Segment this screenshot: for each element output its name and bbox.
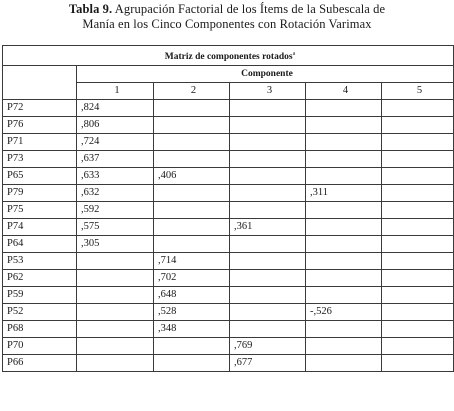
- item-label-cell: P68: [3, 321, 77, 338]
- loading-cell: ,677: [230, 355, 306, 372]
- loading-cell: ,311: [306, 185, 382, 202]
- loading-cell: [77, 321, 154, 338]
- loading-cell: [306, 253, 382, 270]
- caption-label: Tabla 9.: [68, 2, 113, 16]
- loading-cell: [306, 100, 382, 117]
- item-label-cell: P66: [3, 355, 77, 372]
- column-header-3: 3: [230, 83, 306, 100]
- loading-cell: ,592: [77, 202, 154, 219]
- loading-cell: [382, 338, 454, 355]
- loading-cell: [382, 236, 454, 253]
- loading-cell: ,632: [77, 185, 154, 202]
- item-label-cell: P52: [3, 304, 77, 321]
- loading-cell: [306, 236, 382, 253]
- loading-cell: [230, 134, 306, 151]
- loading-cell: [306, 168, 382, 185]
- component-group-header: Componente: [77, 66, 454, 83]
- loading-cell: [306, 270, 382, 287]
- loading-cell: [382, 117, 454, 134]
- loading-cell: [154, 236, 230, 253]
- loading-cell: [77, 253, 154, 270]
- loading-cell: [382, 100, 454, 117]
- item-label-cell: P70: [3, 338, 77, 355]
- loading-cell: [382, 168, 454, 185]
- loading-cell: [154, 100, 230, 117]
- loading-cell: ,575: [77, 219, 154, 236]
- loading-cell: [382, 321, 454, 338]
- loading-cell: [77, 355, 154, 372]
- caption-line-1: [0, 2, 454, 17]
- loading-cell: [230, 236, 306, 253]
- loading-cell: [230, 100, 306, 117]
- column-header-5: 5: [382, 83, 454, 100]
- item-label-cell: P79: [3, 185, 77, 202]
- caption-line-2: Manía en los Cinco Componentes con Rotación Varimax: [82, 17, 372, 31]
- loading-cell: [230, 168, 306, 185]
- item-label-cell: P73: [3, 151, 77, 168]
- table-row: [3, 185, 454, 202]
- loading-cell: ,361: [230, 219, 306, 236]
- loading-cell: ,714: [154, 253, 230, 270]
- loading-cell: [306, 355, 382, 372]
- loading-cell: [77, 338, 154, 355]
- item-label-cell: P74: [3, 219, 77, 236]
- loading-cell: [154, 151, 230, 168]
- loading-cell: ,305: [77, 236, 154, 253]
- loading-cell: ,637: [77, 151, 154, 168]
- loading-cell: [306, 321, 382, 338]
- table-row: [3, 219, 454, 236]
- loading-cell: [154, 219, 230, 236]
- loading-cell: [154, 202, 230, 219]
- loading-cell: [382, 202, 454, 219]
- loading-cell: [230, 304, 306, 321]
- table-row: [3, 253, 454, 270]
- table-row: [3, 236, 454, 253]
- loading-cell: [230, 253, 306, 270]
- loading-cell: ,824: [77, 100, 154, 117]
- loading-cell: [154, 185, 230, 202]
- loading-cell: -,526: [306, 304, 382, 321]
- loading-cell: [382, 270, 454, 287]
- loading-cell: [154, 355, 230, 372]
- loading-cell: [77, 304, 154, 321]
- loading-cell: [382, 253, 454, 270]
- loading-cell: [154, 117, 230, 134]
- loading-cell: [230, 151, 306, 168]
- loading-cell: [382, 304, 454, 321]
- loading-cell: ,769: [230, 338, 306, 355]
- loading-cell: ,702: [154, 270, 230, 287]
- loading-cell: [306, 287, 382, 304]
- loading-cell: [77, 287, 154, 304]
- table-caption: [0, 2, 454, 32]
- loading-cell: ,648: [154, 287, 230, 304]
- loading-cell: [230, 321, 306, 338]
- loading-cell: [230, 117, 306, 134]
- loading-cell: [382, 219, 454, 236]
- loading-cell: [306, 219, 382, 236]
- rotated-component-matrix-table: [2, 45, 454, 372]
- loading-cell: [306, 117, 382, 134]
- loading-cell: [382, 287, 454, 304]
- column-header-2: 2: [154, 83, 230, 100]
- table-row: [3, 321, 454, 338]
- loading-cell: [230, 270, 306, 287]
- loading-cell: [154, 134, 230, 151]
- loading-cell: [382, 185, 454, 202]
- table-row: [3, 117, 454, 134]
- item-label-cell: P71: [3, 134, 77, 151]
- item-label-cell: P64: [3, 236, 77, 253]
- loading-cell: [382, 134, 454, 151]
- loading-cell: [382, 151, 454, 168]
- table-title: [3, 46, 454, 66]
- item-label-cell: P75: [3, 202, 77, 219]
- table-row: [3, 134, 454, 151]
- table-row: [3, 151, 454, 168]
- table-row: [3, 168, 454, 185]
- loading-cell: ,633: [77, 168, 154, 185]
- table-row: [3, 304, 454, 321]
- loading-cell: [306, 338, 382, 355]
- loading-cell: [154, 338, 230, 355]
- item-label-cell: P76: [3, 117, 77, 134]
- table-row: [3, 100, 454, 117]
- loading-cell: [306, 202, 382, 219]
- caption-text-1: Agrupación Factorial de los Ítems de la Subescala de: [114, 2, 386, 16]
- item-label-cell: P62: [3, 270, 77, 287]
- table-row: [3, 202, 454, 219]
- loading-cell: ,348: [154, 321, 230, 338]
- loading-cell: [306, 151, 382, 168]
- loading-cell: ,724: [77, 134, 154, 151]
- group-header-row: [3, 66, 454, 83]
- loading-cell: [77, 270, 154, 287]
- loading-cell: [230, 287, 306, 304]
- item-label-cell: P72: [3, 100, 77, 117]
- item-label-cell: P65: [3, 168, 77, 185]
- column-header-1: 1: [77, 83, 154, 100]
- table-title-row: [3, 46, 454, 66]
- item-label-cell: P53: [3, 253, 77, 270]
- table-row: [3, 287, 454, 304]
- table-row: [3, 338, 454, 355]
- loading-cell: ,806: [77, 117, 154, 134]
- table-title-text: Matriz de componentes rotados: [164, 52, 293, 63]
- item-label-cell: P59: [3, 287, 77, 304]
- table-row: [3, 355, 454, 372]
- matrix-body: [3, 46, 454, 372]
- loading-cell: [230, 202, 306, 219]
- loading-cell: ,528: [154, 304, 230, 321]
- column-header-4: 4: [306, 83, 382, 100]
- stub-header-cell: [3, 66, 77, 100]
- table-row: [3, 270, 454, 287]
- table-title-footnote-mark: a: [292, 51, 296, 57]
- loading-cell: ,406: [154, 168, 230, 185]
- loading-cell: [382, 355, 454, 372]
- loading-cell: [230, 185, 306, 202]
- loading-cell: [306, 134, 382, 151]
